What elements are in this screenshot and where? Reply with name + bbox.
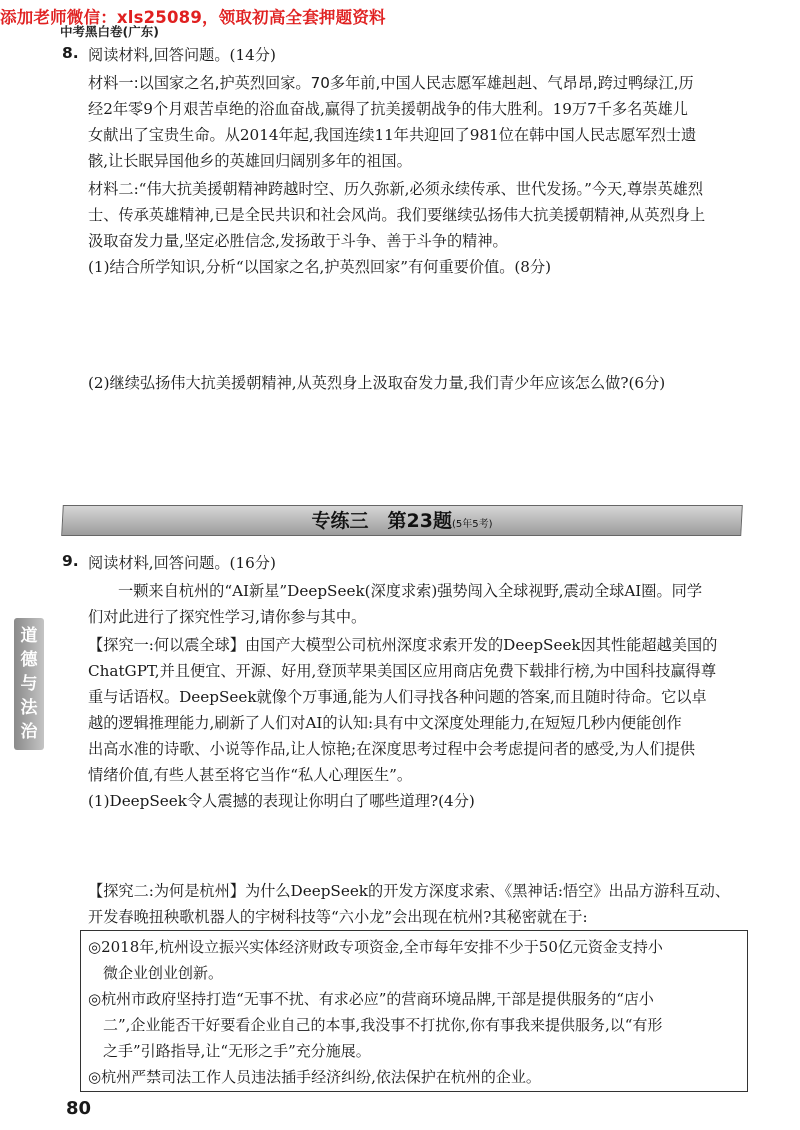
material-box-line: ◎2018年,杭州设立振兴实体经济财政专项资金,全市每年安排不少于50亿元资金支持小	[88, 938, 663, 956]
side-tab-char: 与	[20, 674, 38, 694]
q9-explore1-line: 情绪价值,有些人甚至将它当作“私人心理医生”。	[88, 766, 413, 784]
question-9-prompt: 阅读材料,回答问题。(16分)	[88, 554, 276, 572]
q9-explore2-line: 【探究二:为何是杭州】为什么DeepSeek的开发方深度求索、《黑神话:悟空》出品方游科互动、	[88, 882, 731, 900]
question-8-number: 8.	[62, 44, 79, 62]
side-tab-char: 法	[20, 698, 38, 718]
q9-intro-line: 们对此进行了探究性学习,请你参与其中。	[88, 608, 367, 626]
material-box-line: 二”,企业能否干好要看企业自己的本事,我没事不打扰你,你有事我来提供服务,以“有形	[88, 1016, 663, 1034]
q9-intro-line: 一颗来自杭州的“AI新星”DeepSeek(深度求索)强势闯入全球视野,震动全球AI圈。同学	[118, 582, 703, 600]
material-box-line: 之手”引路指导,让“无形之手”充分施展。	[88, 1042, 371, 1060]
q8-material2-line: 材料二:“伟大抗美援朝精神跨越时空、历久弥新,必须永续传承、世代发扬。”今天,尊崇英雄烈	[88, 180, 704, 198]
material-box-line: ◎杭州严禁司法工作人员违法插手经济纠纷,依法保护在杭州的企业。	[88, 1068, 541, 1086]
material-box-line: 微企业创业创新。	[88, 964, 224, 982]
q9-explore2-line: 开发春晚扭秧歌机器人的宇树科技等“六小龙”会出现在杭州?其秘密就在于:	[88, 908, 588, 926]
q8-material2-line: 士、传承英雄精神,已是全民共识和社会风尚。我们要继续弘扬伟大抗美援朝精神,从英烈身上	[88, 206, 706, 224]
q8-material1-line: 经2年零9个月艰苦卓绝的浴血奋战,赢得了抗美援朝战争的伟大胜利。19万7千多名英雄儿	[88, 100, 688, 118]
page-header: 中考黑白卷(广东)	[60, 24, 159, 39]
q8-subquestion-2: (2)继续弘扬伟大抗美援朝精神,从英烈身上汲取奋发力量,我们青少年应该怎么做?(6分)	[88, 374, 666, 392]
q8-subquestion-1: (1)结合所学知识,分析“以国家之名,护英烈回家”有何重要价值。(8分)	[88, 258, 552, 276]
watermark-banner: 添加老师微信：xls25089，领取初高全套押题资料	[0, 8, 386, 27]
page-number: 80	[66, 1098, 92, 1119]
banner-title: 专练三 第23题	[311, 510, 452, 532]
subject-side-tab	[14, 618, 44, 750]
q9-subquestion-1: (1)DeepSeek令人震撼的表现让你明白了哪些道理?(4分)	[88, 792, 475, 810]
q9-explore1-line: 重与话语权。DeepSeek就像个万事通,能为人们寻找各种问题的答案,而且随时待命。它以卓	[88, 688, 707, 706]
question-8-prompt: 阅读材料,回答问题。(14分)	[88, 46, 276, 64]
side-tab-char: 德	[20, 650, 38, 670]
side-tab-char: 治	[20, 722, 38, 742]
q8-material1-line: 材料一:以国家之名,护英烈回家。70多年前,中国人民志愿军雄赳赳、气昂昂,跨过鸭绿江,历	[88, 74, 694, 92]
material-box-line: ◎杭州市政府坚持打造“无事不扰、有求必应”的营商环境品牌,干部是提供服务的“店小	[88, 990, 654, 1008]
q8-material1-line: 骸,让长眠异国他乡的英雄回归阔别多年的祖国。	[88, 152, 412, 170]
q9-explore1-line: 出高水准的诗歌、小说等作品,让人惊艳;在深度思考过程中会考虑提问者的感受,为人们提供	[88, 740, 696, 758]
q9-explore1-line: 【探究一:何以震全球】由国产大模型公司杭州深度求索开发的DeepSeek因其性能超越美国的	[88, 636, 718, 654]
q9-explore1-line: 越的逻辑推理能力,刷新了人们对AI的认知:具有中文深度处理能力,在短短几秒内便能创作	[88, 714, 682, 732]
side-tab-char: 道	[20, 626, 38, 646]
question-9-number: 9.	[62, 552, 79, 570]
q8-material2-line: 汲取奋发力量,坚定必胜信念,发扬敢于斗争、善于斗争的精神。	[88, 232, 508, 250]
q8-material1-line: 女献出了宝贵生命。从2014年起,我国连续11年共迎回了981位在韩中国人民志愿军烈士遗	[88, 126, 697, 144]
banner-note: (5年5考)	[451, 519, 493, 530]
section-banner-title	[62, 506, 742, 536]
q9-explore1-line: ChatGPT,并且便宜、开源、好用,登顶苹果美国区应用商店免费下载排行榜,为中国科技赢得尊	[88, 662, 717, 680]
